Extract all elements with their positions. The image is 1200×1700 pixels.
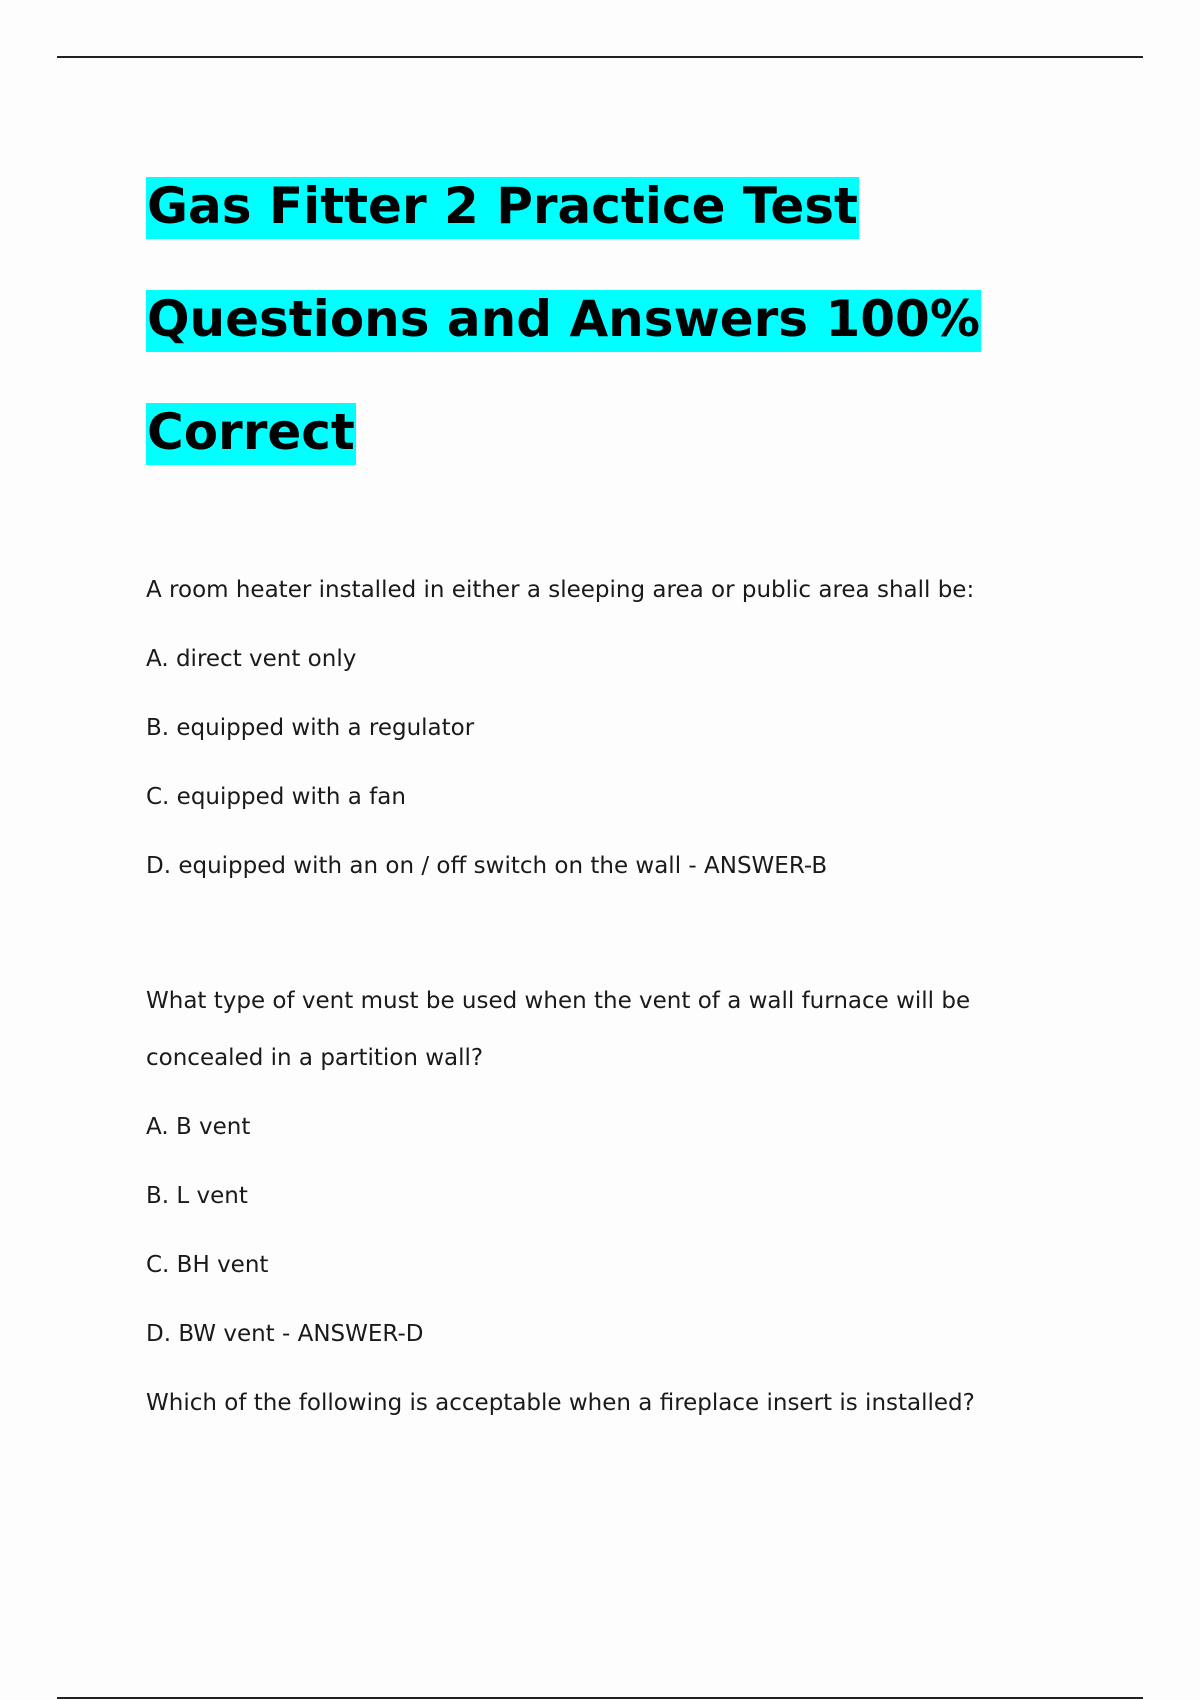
question-text-line-2: concealed in a partition wall? — [146, 1045, 484, 1071]
top-rule — [57, 56, 1143, 58]
title-line-1: Gas Fitter 2 Practice Test — [146, 177, 859, 239]
title-line-2: Questions and Answers 100% — [146, 290, 981, 352]
title-line-3: Correct — [146, 403, 356, 465]
answer-option-c: C. equipped with a fan — [146, 784, 406, 810]
question-text: A room heater installed in either a sleeping area or public area shall be: — [146, 577, 975, 603]
answer-option-d: D. BW vent - ANSWER-D — [146, 1321, 424, 1347]
answer-option-b: B. L vent — [146, 1183, 248, 1209]
question-text-line-1: What type of vent must be used when the vent of a wall furnace will be — [146, 988, 971, 1014]
question-text: Which of the following is acceptable when a fireplace insert is installed? — [146, 1390, 975, 1416]
answer-option-b: B. equipped with a regulator — [146, 715, 475, 741]
answer-option-a: A. direct vent only — [146, 646, 357, 672]
answer-option-a: A. B vent — [146, 1114, 251, 1140]
bottom-rule — [57, 1697, 1143, 1699]
document-title — [146, 150, 1106, 489]
answer-option-d: D. equipped with an on / off switch on the wall - ANSWER-B — [146, 853, 828, 879]
answer-option-c: C. BH vent — [146, 1252, 269, 1278]
